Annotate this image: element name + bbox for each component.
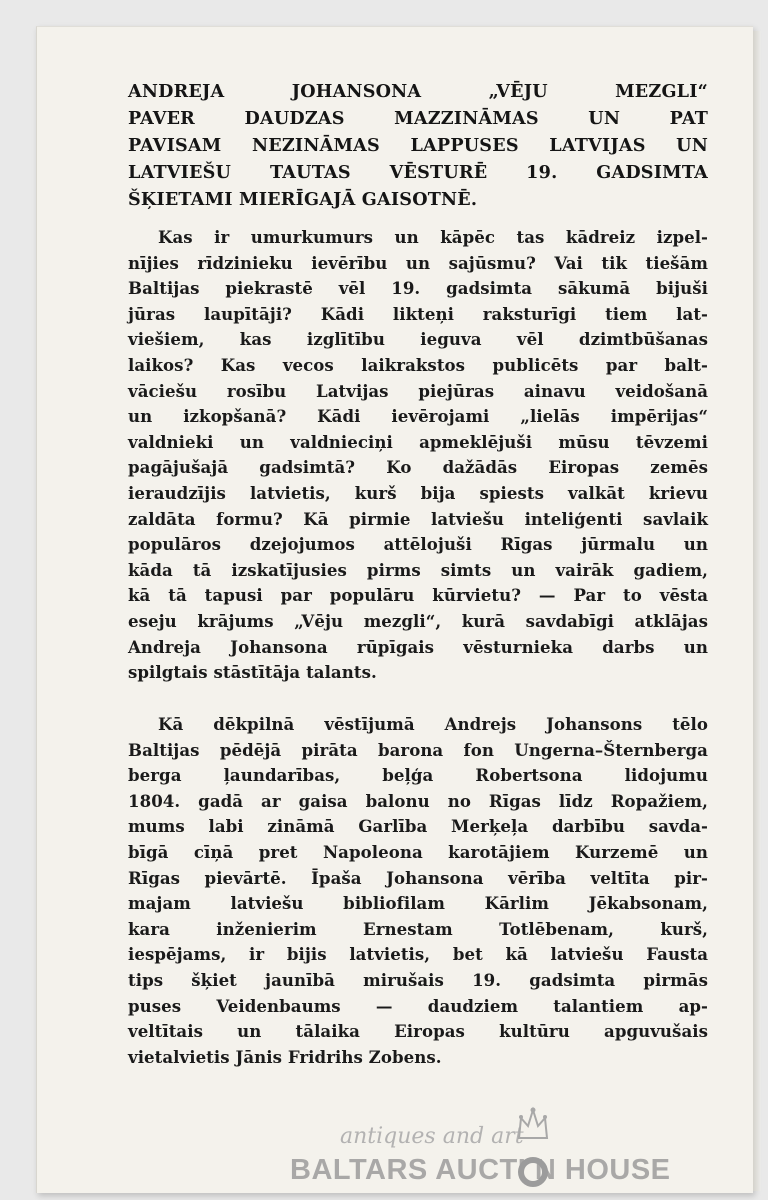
lead-line: ŠĶIETAMI MIERĪGAJĀ GAISOTNĒ.	[128, 189, 478, 210]
text-line: kā tā tapusi par populāru kūrvietu? — Par to vēsta	[128, 585, 708, 606]
text-line: ieraudzījis latvietis, kurš bija spiests valkāt krievu	[128, 482, 708, 503]
text-line: Kā dēkpilnā vēstījumā Andrejs Johansons tēlo	[158, 714, 708, 734]
paragraph-2	[128, 712, 708, 1070]
text-line: jūras laupītāji? Kādi likteņi raksturīgi tiem lat-	[128, 303, 708, 324]
text-line: un izkopšanā? Kādi ievērojami „lielās impērijas“	[128, 406, 708, 427]
paragraph-1	[128, 225, 708, 686]
text-line: nījies rīdzinieku ievērību un sajūsmu? Vai tik tiešām	[128, 252, 708, 273]
lead-text	[128, 78, 708, 213]
text-line: tips šķiet jaunībā mirušais 19. gadsimta pirmās	[128, 969, 708, 990]
text-line: vāciešu rosību Latvijas piejūras ainavu veidošanā	[128, 380, 708, 401]
text-line: kāda tā izskatījusies pirms simts un vairāk gadiem,	[128, 559, 708, 580]
text-line: Baltijas piekrastē vēl 19. gadsimta sākumā bijuši	[128, 278, 708, 299]
lead-line: PAVER DAUDZAS MAZZINĀMAS UN PAT	[128, 108, 708, 129]
lead-line: ANDREJA JOHANSONA „VĒJU MEZGLI“	[128, 81, 708, 102]
text-line: Kas ir umurkumurs un kāpēc tas kādreiz izpel-	[158, 227, 708, 247]
text-line: berga ļaundarības, beļģa Robertsona lidojumu	[128, 765, 708, 786]
watermark-brand: BALTARS AUCTI N HOUSE	[290, 1154, 671, 1186]
text-line: Baltijas pēdējā pirāta barona fon Ungerna–Šternberga	[128, 739, 708, 760]
text-line: Rīgas pievārtē. Īpaša Johansona vērība veltīta pir-	[128, 867, 708, 888]
text-line: bīgā cīņā pret Napoleona karotājiem Kurzemē un	[128, 841, 708, 862]
text-line: zaldāta formu? Kā pirmie latviešu inteliģenti savlaik	[128, 508, 708, 529]
lead-line: LATVIEŠU TAUTAS VĒSTURĒ 19. GADSIMTA	[128, 162, 708, 183]
text-line: spilgtais stāstītāja talants.	[128, 662, 377, 683]
text-line: Andreja Johansona rūpīgais vēsturnieka darbs un	[128, 636, 708, 657]
text-line: veltītais un tālaika Eiropas kultūru apguvušais	[128, 1021, 708, 1042]
watermark-o-ring-icon	[517, 1156, 549, 1188]
text-line: puses Veidenbaums — daudziem talantiem ap-	[128, 995, 708, 1016]
text-line: pagājušajā gadsimtā? Ko dažādās Eiropas zemēs	[128, 457, 708, 478]
text-line: majam latviešu bibliofilam Kārlim Jēkabsonam,	[128, 893, 708, 914]
text-line: viešiem, kas izglītību ieguva vēl dzimtbūšanas	[128, 329, 708, 350]
text-line: 1804. gadā ar gaisa balonu no Rīgas līdz Ropažiem,	[128, 790, 708, 811]
text-line: iespējams, ir bijis latvietis, bet kā latviešu Fausta	[128, 944, 708, 965]
text-line: mums labi zināmā Garlība Merķeļa darbību savda-	[128, 816, 708, 837]
text-line: valdnieki un valdnieciņi apmeklējuši mūsu tēvzemi	[128, 431, 708, 452]
lead-line: PAVISAM NEZINĀMAS LAPPUSES LATVIJAS UN	[128, 135, 708, 156]
watermark-tagline: antiques and art	[340, 1124, 524, 1149]
text-line: vietalvietis Jānis Fridrihs Zobens.	[128, 1046, 442, 1067]
text-line: eseju krājums „Vēju mezgli“, kurā savdabīgi atklājas	[128, 610, 708, 631]
text-line: populāros dzejojumos attēlojuši Rīgas jūrmalu un	[128, 534, 708, 555]
text-line: kara inženierim Ernestam Totlēbenam, kurš,	[128, 918, 708, 939]
text-line: laikos? Kas vecos laikrakstos publicēts par balt-	[128, 354, 708, 375]
